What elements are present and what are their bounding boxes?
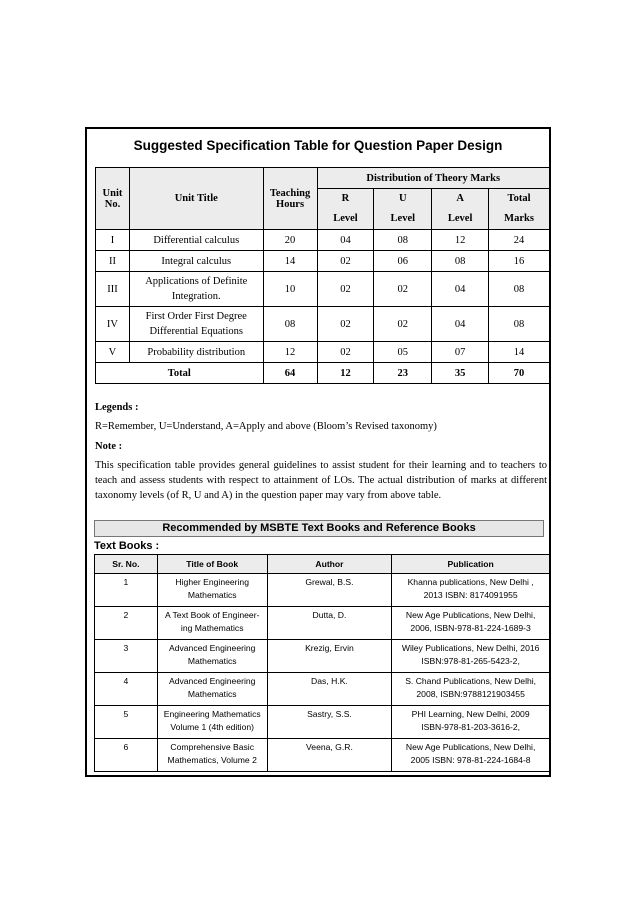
hours-cell: 12 (263, 342, 317, 363)
recommended-books-heading: Recommended by MSBTE Text Books and Reference Books (94, 520, 544, 537)
note-text: This specification table provides general guidelines to assist student for their learning and to teachers to teach and assess students with respect to attainment of LOs. The actual distribution of marks at different taxonomy levels (of R, U and A) in the question paper may vary from above table. (95, 460, 547, 501)
table-row (95, 574, 550, 607)
book-title-cell: Engineering Mathematics Volume 1 (4th edition) (157, 706, 267, 739)
unit-cell: IV (96, 307, 130, 342)
author-cell: Sastry, S.S. (267, 706, 392, 739)
publication-header: Publication (392, 555, 550, 574)
specification-table (95, 167, 550, 384)
total-label: Total (96, 363, 264, 384)
distribution-header: Distribution of Theory Marks (317, 168, 549, 189)
r-cell: 02 (317, 342, 374, 363)
book-title-cell: A Text Book of Engineer- ing Mathematics (157, 607, 267, 640)
total-hours: 64 (263, 363, 317, 384)
table-row (96, 230, 550, 251)
a-level-header: A Level (432, 189, 489, 230)
unit-title-cell: Differential calculus (129, 230, 263, 251)
r-cell: 04 (317, 230, 374, 251)
unit-cell: V (96, 342, 130, 363)
text-books-table (94, 554, 550, 772)
total-a: 35 (432, 363, 489, 384)
table-row (96, 342, 550, 363)
sr-no-header: Sr. No. (95, 555, 158, 574)
page-frame (85, 127, 551, 777)
total-cell: 08 (489, 272, 550, 307)
unit-cell: III (96, 272, 130, 307)
teaching-hours-header: Teaching Hours (263, 168, 317, 230)
author-cell: Grewal, B.S. (267, 574, 392, 607)
legends-text: R=Remember, U=Understand, A=Apply and above (Bloom’s Revised taxonomy) (95, 421, 437, 432)
book-title-cell: Advanced Engineering Mathematics (157, 673, 267, 706)
table-row (95, 739, 550, 772)
unit-title-cell: Applications of Definite Integration. (129, 272, 263, 307)
unit-title-cell: First Order First Degree Differential Equations (129, 307, 263, 342)
page-title: Suggested Specification Table for Question Paper Design (133, 138, 503, 153)
total-marks-header: Total Marks (489, 189, 550, 230)
author-cell: Das, H.K. (267, 673, 392, 706)
total-cell: 14 (489, 342, 550, 363)
hours-cell: 20 (263, 230, 317, 251)
sr-no-cell: 1 (95, 574, 158, 607)
total-cell: 16 (489, 251, 550, 272)
table-row (95, 607, 550, 640)
publication-cell: S. Chand Publications, New Delhi, 2008, ISBN:9788121903455 (392, 673, 550, 706)
sr-no-cell: 4 (95, 673, 158, 706)
u-cell: 08 (374, 230, 432, 251)
r-cell: 02 (317, 251, 374, 272)
total-row (96, 363, 550, 384)
u-cell: 05 (374, 342, 432, 363)
book-title-cell: Advanced Engineering Mathematics (157, 640, 267, 673)
hours-cell: 14 (263, 251, 317, 272)
author-cell: Krezig, Ervin (267, 640, 392, 673)
unit-title-header: Unit Title (129, 168, 263, 230)
u-cell: 02 (374, 307, 432, 342)
a-cell: 12 (432, 230, 489, 251)
a-cell: 08 (432, 251, 489, 272)
table-row (95, 673, 550, 706)
u-cell: 02 (374, 272, 432, 307)
hours-cell: 08 (263, 307, 317, 342)
u-cell: 06 (374, 251, 432, 272)
publication-cell: New Age Publications, New Delhi, 2005 ISBN: 978-81-224-1684-8 (392, 739, 550, 772)
r-cell: 02 (317, 307, 374, 342)
publication-cell: New Age Publications, New Delhi, 2006, ISBN-978-81-224-1689-3 (392, 607, 550, 640)
hours-cell: 10 (263, 272, 317, 307)
title-header: Title of Book (157, 555, 267, 574)
author-header: Author (267, 555, 392, 574)
table-row (96, 307, 550, 342)
a-cell: 04 (432, 272, 489, 307)
table-row (96, 272, 550, 307)
a-cell: 07 (432, 342, 489, 363)
publication-cell: PHI Learning, New Delhi, 2009 ISBN-978-81-203-3616-2, (392, 706, 550, 739)
total-r: 12 (317, 363, 374, 384)
unit-cell: II (96, 251, 130, 272)
book-title-cell: Higher Engineering Mathematics (157, 574, 267, 607)
note-label: Note : (95, 441, 123, 452)
table-row (95, 706, 550, 739)
books-header-row (95, 555, 550, 574)
unit-no-header: Unit No. (96, 168, 130, 230)
unit-title-cell: Probability distribution (129, 342, 263, 363)
a-cell: 04 (432, 307, 489, 342)
u-level-header: U Level (374, 189, 432, 230)
book-title-cell: Comprehensive Basic Mathematics, Volume 2 (157, 739, 267, 772)
r-cell: 02 (317, 272, 374, 307)
publication-cell: Wiley Publications, New Delhi, 2016 ISBN:978-81-265-5423-2, (392, 640, 550, 673)
unit-title-cell: Integral calculus (129, 251, 263, 272)
grand-total: 70 (489, 363, 550, 384)
table-row (96, 251, 550, 272)
total-cell: 08 (489, 307, 550, 342)
total-u: 23 (374, 363, 432, 384)
sr-no-cell: 6 (95, 739, 158, 772)
publication-cell: Khanna publications, New Delhi , 2013 ISBN: 8174091955 (392, 574, 550, 607)
sr-no-cell: 3 (95, 640, 158, 673)
legends-label: Legends : (95, 402, 139, 413)
sr-no-cell: 5 (95, 706, 158, 739)
total-cell: 24 (489, 230, 550, 251)
sr-no-cell: 2 (95, 607, 158, 640)
author-cell: Veena, G.R. (267, 739, 392, 772)
table-row (95, 640, 550, 673)
text-books-label: Text Books : (94, 540, 160, 552)
author-cell: Dutta, D. (267, 607, 392, 640)
unit-cell: I (96, 230, 130, 251)
r-level-header: R Level (317, 189, 374, 230)
